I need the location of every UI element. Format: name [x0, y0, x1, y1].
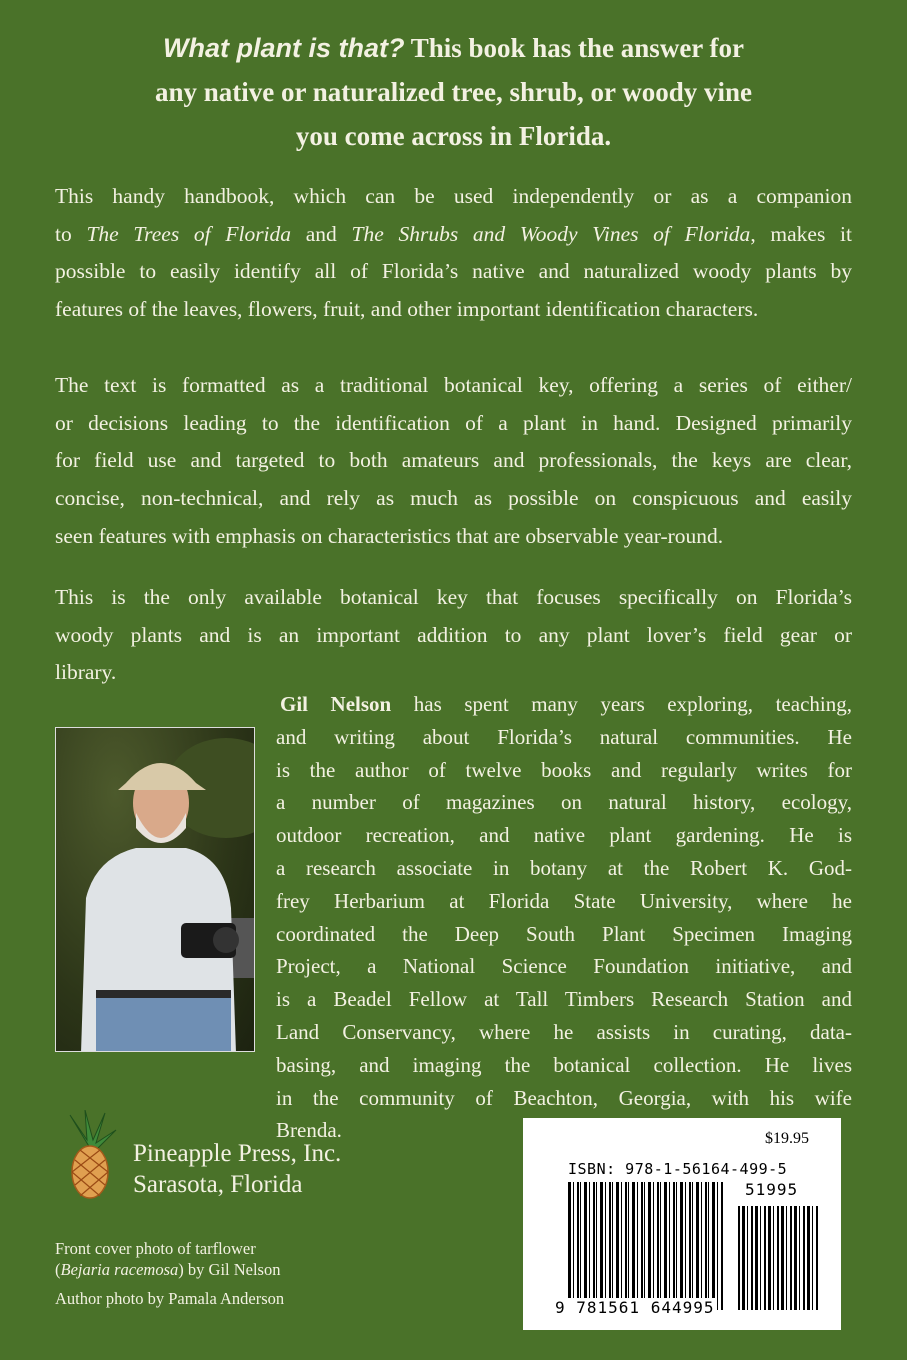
addon-barcode — [738, 1206, 818, 1310]
text-line: This is the only available botanical key that focuses specifically on Florida’s — [55, 585, 852, 609]
text-line: features of the leaves, flowers, fruit, and other important identification characters. — [55, 297, 759, 322]
headline-text: This book has the answer for — [404, 33, 745, 63]
cover-photo-credit-author: ) by Gil Nelson — [178, 1260, 281, 1279]
text-line: is the author of twelve books and regularly writes for — [276, 757, 852, 782]
author-bio — [276, 688, 852, 1147]
text-segment: , makes it — [750, 221, 852, 246]
author-figure-image — [56, 728, 255, 1052]
species-name: Bejaria racemosa — [60, 1260, 179, 1279]
headline-line-2: any native or naturalized tree, shrub, or woody vine — [154, 77, 752, 107]
text-line: concise, non-technical, and rely as much as possible on conspicuous and easily — [55, 486, 852, 511]
paren: ( — [55, 1260, 61, 1279]
barcode-label — [523, 1118, 841, 1330]
text-line: woody plants and is an important addition to any plant lover’s field gear or — [55, 622, 852, 647]
description-paragraph-2 — [55, 367, 852, 556]
text-line: for field use and targeted to both amateurs and professionals, the keys are clear, — [55, 448, 852, 473]
cover-photo-credit-1: Front cover photo of tarflower — [55, 1239, 256, 1258]
text-segment: to — [55, 221, 87, 246]
publisher-location: Sarasota, Florida — [133, 1171, 303, 1198]
description-paragraph-3 — [55, 579, 852, 692]
text-line: a number of magazines on natural history, ecology, — [276, 790, 852, 815]
text-line: is a Beadel Fellow at Tall Timbers Research Station and — [276, 987, 852, 1012]
text-line: and writing about Florida’s natural communities. He — [276, 724, 852, 749]
text-line: seen features with emphasis on characteristics that are observable year-round. — [55, 523, 724, 548]
author-name: Gil Nelson — [280, 692, 392, 716]
author-photo — [55, 727, 255, 1052]
headline — [0, 26, 907, 158]
text-line: or decisions leading to the identification of a plant in hand. Designed primarily — [55, 410, 852, 435]
headline-question: What plant is that? — [162, 33, 405, 63]
text-line: This handy handbook, which can be used independently or as a companion — [55, 184, 852, 208]
ean-digits: 9 781561 644995 — [555, 1298, 715, 1317]
pineapple-icon — [60, 1110, 120, 1200]
book-title: The Trees of Florida — [86, 221, 292, 246]
author-photo-credit: Author photo by Pamala Anderson — [55, 1289, 285, 1308]
text-segment: and — [291, 221, 352, 246]
text-line: in the community of Beachton, Georgia, with his wife — [276, 1085, 852, 1110]
headline-line-3: you come across in Florida. — [295, 121, 612, 151]
price: $19.95 — [765, 1130, 809, 1147]
isbn: ISBN: 978-1-56164-499-5 — [568, 1160, 788, 1178]
text-line: a research associate in botany at the Robert K. God- — [276, 855, 852, 880]
text-line: Project, a National Science Foundation initiative, and — [276, 954, 852, 979]
text-line — [55, 216, 852, 254]
text-line: library. — [55, 660, 117, 685]
text-line: Land Conservancy, where he assists in curating, data- — [276, 1019, 852, 1044]
text-line: outdoor recreation, and native plant gardening. He is — [276, 823, 852, 848]
publisher-name: Pineapple Press, Inc. — [133, 1140, 342, 1167]
publisher-info — [133, 1138, 341, 1200]
text-line: possible to easily identify all of Florida’s native and naturalized woody plants by — [55, 259, 852, 284]
headline-line-1 — [0, 26, 907, 70]
bio-text: has spent many years exploring, teaching, — [391, 692, 852, 716]
text-line: basing, and imaging the botanical collection. He lives — [276, 1052, 852, 1077]
photo-credits — [55, 1238, 284, 1309]
ean-barcode — [568, 1182, 724, 1310]
text-line — [276, 688, 852, 721]
text-line: coordinated the Deep South Plant Specimen Imaging — [276, 921, 852, 946]
book-title: The Shrubs and Woody Vines of Florida — [351, 221, 751, 246]
text-line: The text is formatted as a traditional botanical key, offering a series of either/ — [55, 373, 852, 397]
text-line: frey Herbarium at Florida State University, where he — [276, 888, 852, 913]
price-addon-code: 51995 — [745, 1180, 799, 1199]
text-line: Brenda. — [276, 1118, 342, 1143]
description-paragraph-1 — [55, 178, 852, 329]
cover-photo-credit-2 — [55, 1259, 284, 1280]
publisher-logo — [60, 1110, 120, 1205]
